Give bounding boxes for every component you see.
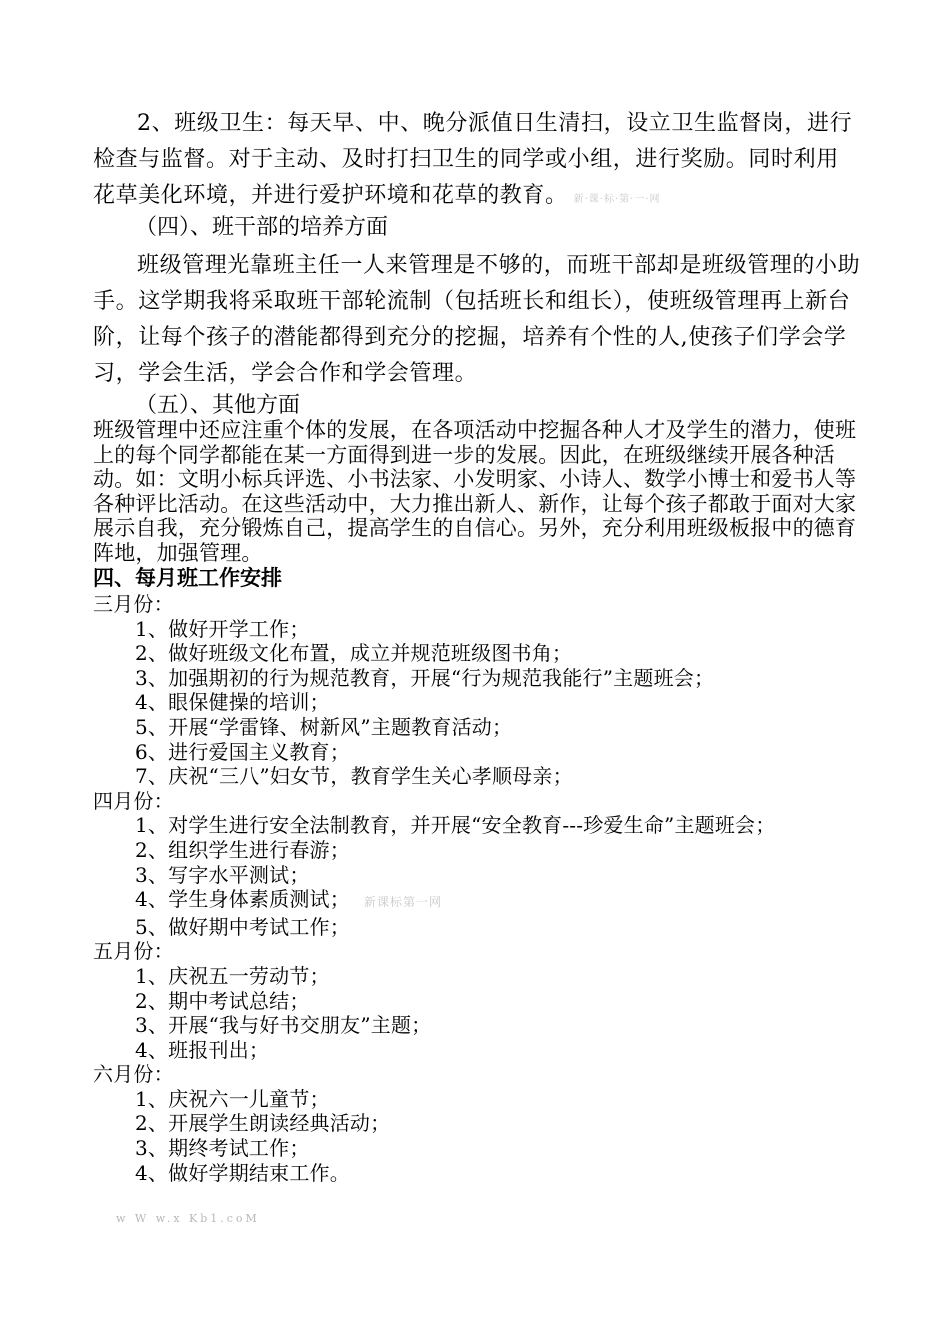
watermark-inline-1: 新·课·标·第·一·网 <box>573 194 661 205</box>
list-item: 2、期中考试总结； <box>135 988 310 1013</box>
list-item: 1、庆祝五一劳动节； <box>135 963 330 988</box>
footer-watermark: w W w.x Kb1.coM <box>116 1212 260 1225</box>
section-heading-cadre: （四）、班干部的培养方面 <box>135 215 389 240</box>
list-item: 4、班报刊出； <box>135 1037 270 1062</box>
list-item: 3、加强期初的行为规范教育，开展“行为规范我能行”主题班会； <box>135 665 715 690</box>
list-item: 3、写字水平测试； <box>135 862 310 887</box>
list-item: 6、进行爱国主义教育； <box>135 739 350 764</box>
month-label-june: 六月份： <box>93 1062 174 1087</box>
list-item: 3、期终考试工作； <box>135 1136 310 1161</box>
monthly-schedule <box>93 592 913 1185</box>
paragraph-cadre-training: 班级管理光靠班主任一人来管理是不够的，而班干部却是班级管理的小助手。这学期我将采取班干部轮流制（包括班长和组长），使班级管理再上新台阶，让每个孩子的潜能都得到充分的挖掘，培养有个性的人,使孩子们学会学习，学会生活，学会合作和学会管理。 <box>93 253 861 386</box>
list-item: 2、组织学生进行春游； <box>135 837 350 862</box>
list-item: 1、对学生进行安全法制教育，并开展“安全教育---珍爱生命”主题班会； <box>135 813 776 838</box>
list-item <box>93 887 913 915</box>
list-item: 5、做好期中考试工作； <box>135 914 350 939</box>
list-item-text: 4、学生身体素质测试； <box>135 887 350 912</box>
list-item: 5、开展“学雷锋、树新风”主题教育活动； <box>135 714 513 739</box>
list-item: 3、开展“我与好书交朋友”主题； <box>135 1013 432 1038</box>
paragraph-other-aspects: 班级管理中还应注重个体的发展，在各项活动中挖掘各种人才及学生的潜力，使班上的每个同学都能在某一方面得到进一步的发展。因此，在班级继续开展各种活动。如：文明小标兵评选、小书法家、小发明家、小诗人、数学小博士和爱书人等各种评比活动。在这些活动中，大力推出新人、新作，让每个孩子都敢于面对大家展示自我，充分锻炼自己，提高学生的自信心。另外，充分利用班级板报中的德育阵地，加强管理。 <box>93 418 857 565</box>
paragraph-class-hygiene-text: 2、班级卫生：每天早、中、晚分派值日生清扫，设立卫生监督岗，进行检查与监督。对于主动、及时打扫卫生的同学或小组，进行奖励。同时利用花草美化环境，并进行爱护环境和花草的教育。 <box>93 111 853 208</box>
list-item: 2、做好班级文化布置，成立并规范班级图书角； <box>135 641 573 666</box>
list-item: 1、做好开学工作； <box>135 616 310 641</box>
list-item: 4、做好学期结束工作。 <box>135 1160 350 1185</box>
month-label-april: 四月份： <box>93 788 174 813</box>
list-item: 2、开展学生朗读经典活动； <box>135 1111 391 1136</box>
list-item: 4、眼保健操的培训； <box>135 690 330 715</box>
month-label-march: 三月份： <box>93 592 174 616</box>
watermark-inline-2: 新课标第一网 <box>363 895 442 910</box>
heading-monthly-schedule: 四、每月班工作安排 <box>93 566 282 590</box>
list-item: 1、庆祝六一儿童节； <box>135 1086 330 1111</box>
list-item: 7、庆祝“三八”妇女节，教育学生关心孝顺母亲； <box>135 764 573 789</box>
section-heading-other: （五）、其他方面 <box>135 393 301 418</box>
month-label-may: 五月份： <box>93 939 174 964</box>
paragraph-class-hygiene <box>93 106 861 218</box>
